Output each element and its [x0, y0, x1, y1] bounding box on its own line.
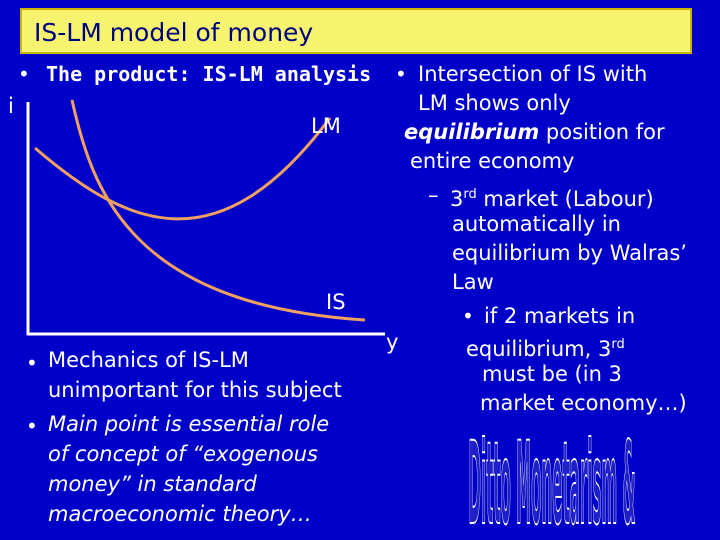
heading-bullet: •: [18, 62, 30, 86]
walras-line4: market economy…): [480, 391, 687, 415]
walras-line2-sup: rd: [611, 337, 625, 352]
labour-line2: automatically in: [452, 212, 621, 236]
labour-line3: equilibrium by Walras’: [452, 241, 687, 265]
bullet-main-point-line2: of concept of “exogenous: [48, 442, 318, 466]
intersection-line1: Intersection of IS with: [418, 62, 648, 86]
intersection-line3: [404, 118, 665, 146]
y-axis-label: i: [8, 94, 14, 118]
bullet-marker: •: [26, 414, 38, 438]
bullet-main-point-line1: Main point is essential role: [48, 412, 330, 436]
bullet-marker: •: [26, 351, 38, 375]
sub-marker: –: [428, 183, 439, 207]
bullet-mechanics-line1: Mechanics of IS-LM: [48, 348, 249, 372]
labour-line1-b: market (Labour): [476, 187, 654, 211]
is-curve-label: IS: [326, 290, 346, 314]
labour-line1-a: 3: [450, 187, 464, 211]
walras-line2-a: equilibrium, 3: [466, 337, 612, 361]
x-axis-label: y: [386, 330, 399, 354]
section-heading: The product: IS-LM analysis: [46, 62, 372, 86]
intersection-line3-rest: position for: [539, 120, 665, 144]
page-title: IS-LM model of money: [34, 18, 314, 47]
walras-line3: must be (in 3: [482, 362, 622, 386]
bullet-marker: •: [395, 62, 407, 86]
bullet-main-point-line3: money” in standard: [48, 472, 257, 496]
bullet-marker: •: [462, 304, 474, 328]
walras-line1: if 2 markets in: [484, 304, 636, 328]
wordart-text: Ditto Monetarism &: [468, 417, 636, 535]
walras-line2: [466, 331, 625, 363]
intersection-line2: LM shows only: [418, 91, 571, 115]
labour-line1-sup: rd: [463, 187, 477, 202]
labour-line4: Law: [452, 270, 494, 294]
bullet-mechanics-line2: unimportant for this subject: [48, 378, 342, 402]
ditto-monetarism-wordart: [420, 405, 690, 535]
equilibrium-emphasis: equilibrium: [404, 120, 540, 144]
lm-curve-label: LM: [311, 114, 341, 138]
labour-line1: [450, 181, 654, 213]
bullet-main-point-line4: macroeconomic theory…: [48, 502, 312, 526]
intersection-line4: entire economy: [410, 149, 575, 173]
